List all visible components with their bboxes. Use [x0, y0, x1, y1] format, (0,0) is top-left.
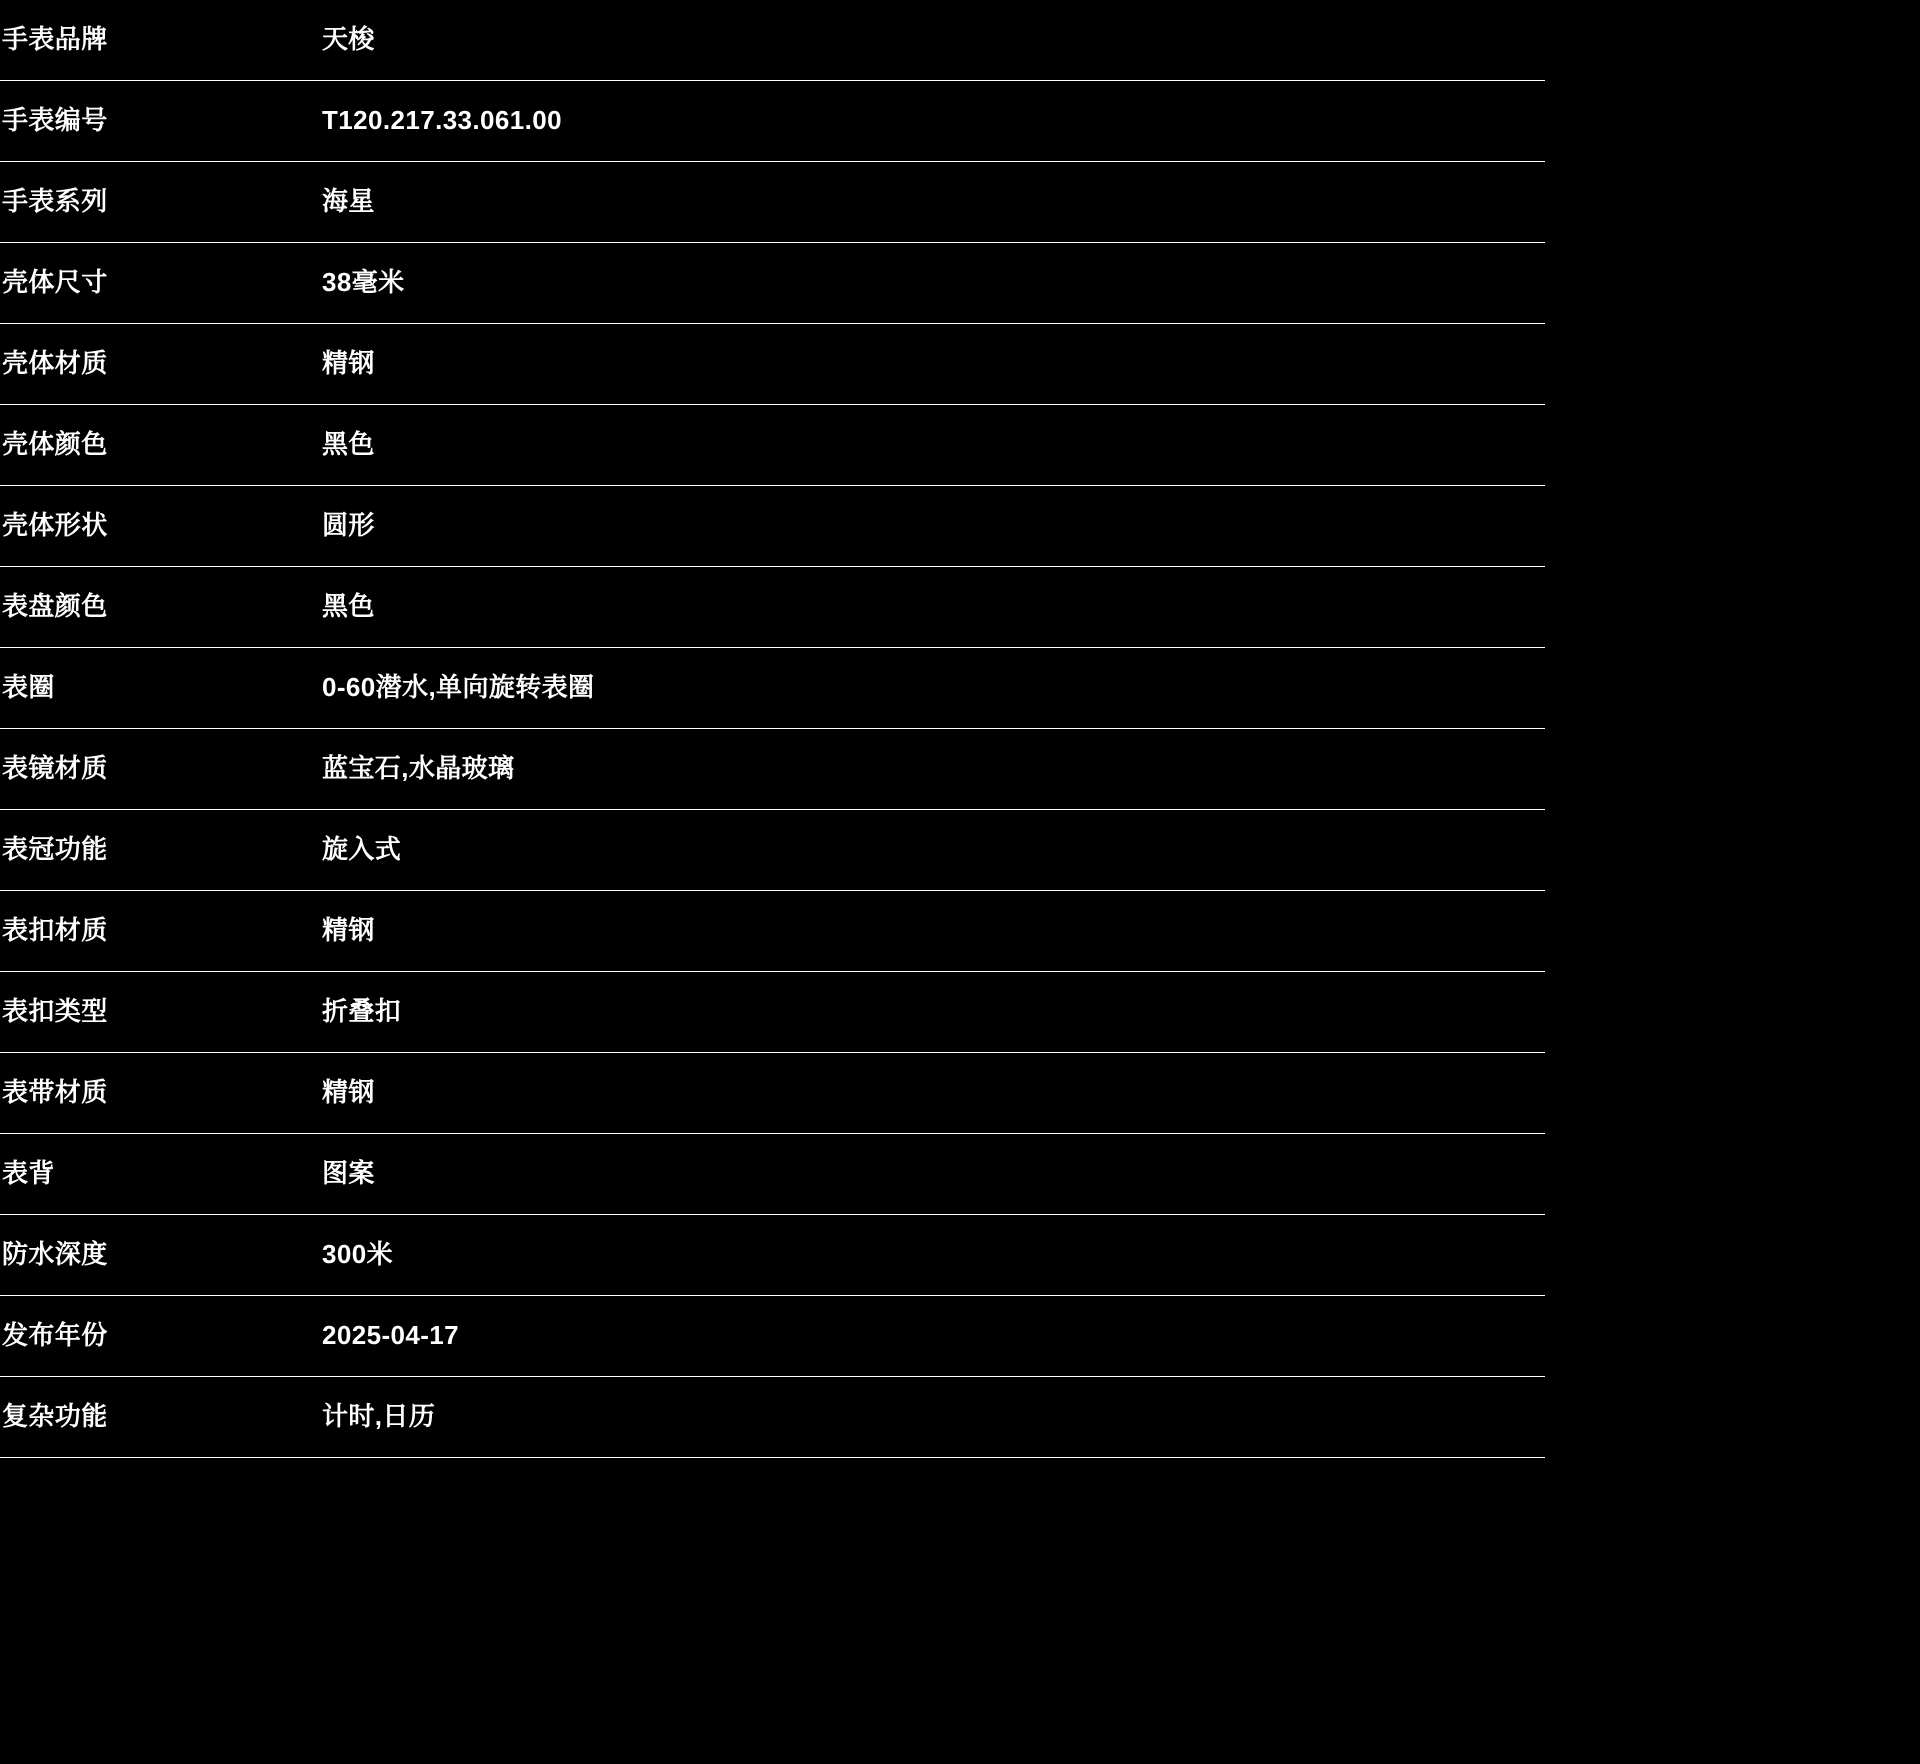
table-row	[0, 1215, 1545, 1296]
table-row	[0, 1296, 1545, 1377]
table-row	[0, 972, 1545, 1053]
spec-value: 计时,日历	[322, 1377, 1545, 1458]
spec-label: 手表编号	[0, 81, 322, 162]
spec-value: T120.217.33.061.00	[322, 81, 1545, 162]
table-row	[0, 162, 1545, 243]
spec-value: 海星	[322, 162, 1545, 243]
table-row	[0, 486, 1545, 567]
spec-label: 表圈	[0, 648, 322, 729]
spec-label: 表冠功能	[0, 810, 322, 891]
spec-label: 手表品牌	[0, 0, 322, 81]
spec-label: 手表系列	[0, 162, 322, 243]
table-row	[0, 81, 1545, 162]
spec-value: 精钢	[322, 324, 1545, 405]
spec-value: 旋入式	[322, 810, 1545, 891]
table-row	[0, 0, 1545, 81]
spec-label: 复杂功能	[0, 1377, 322, 1458]
table-row	[0, 567, 1545, 648]
spec-value: 蓝宝石,水晶玻璃	[322, 729, 1545, 810]
table-row	[0, 243, 1545, 324]
spec-value: 0-60潜水,单向旋转表圈	[322, 648, 1545, 729]
table-row	[0, 405, 1545, 486]
spec-label: 壳体形状	[0, 486, 322, 567]
spec-value: 图案	[322, 1134, 1545, 1215]
table-row	[0, 648, 1545, 729]
table-row	[0, 1053, 1545, 1134]
spec-value: 天梭	[322, 0, 1545, 81]
spec-label: 表盘颜色	[0, 567, 322, 648]
spec-value: 2025-04-17	[322, 1296, 1545, 1377]
table-row	[0, 810, 1545, 891]
spec-value: 黑色	[322, 405, 1545, 486]
table-row	[0, 891, 1545, 972]
spec-value: 300米	[322, 1215, 1545, 1296]
spec-value: 38毫米	[322, 243, 1545, 324]
spec-label: 壳体材质	[0, 324, 322, 405]
spec-label: 表背	[0, 1134, 322, 1215]
spec-value: 黑色	[322, 567, 1545, 648]
spec-label: 表镜材质	[0, 729, 322, 810]
spec-label: 防水深度	[0, 1215, 322, 1296]
spec-value: 精钢	[322, 891, 1545, 972]
table-row	[0, 1134, 1545, 1215]
spec-label: 发布年份	[0, 1296, 322, 1377]
spec-label: 表扣类型	[0, 972, 322, 1053]
spec-value: 圆形	[322, 486, 1545, 567]
table-row	[0, 324, 1545, 405]
spec-label: 表扣材质	[0, 891, 322, 972]
spec-label: 壳体颜色	[0, 405, 322, 486]
spec-label: 表带材质	[0, 1053, 322, 1134]
table-row	[0, 729, 1545, 810]
spec-value: 精钢	[322, 1053, 1545, 1134]
spec-label: 壳体尺寸	[0, 243, 322, 324]
spec-value: 折叠扣	[322, 972, 1545, 1053]
table-row	[0, 1377, 1545, 1458]
